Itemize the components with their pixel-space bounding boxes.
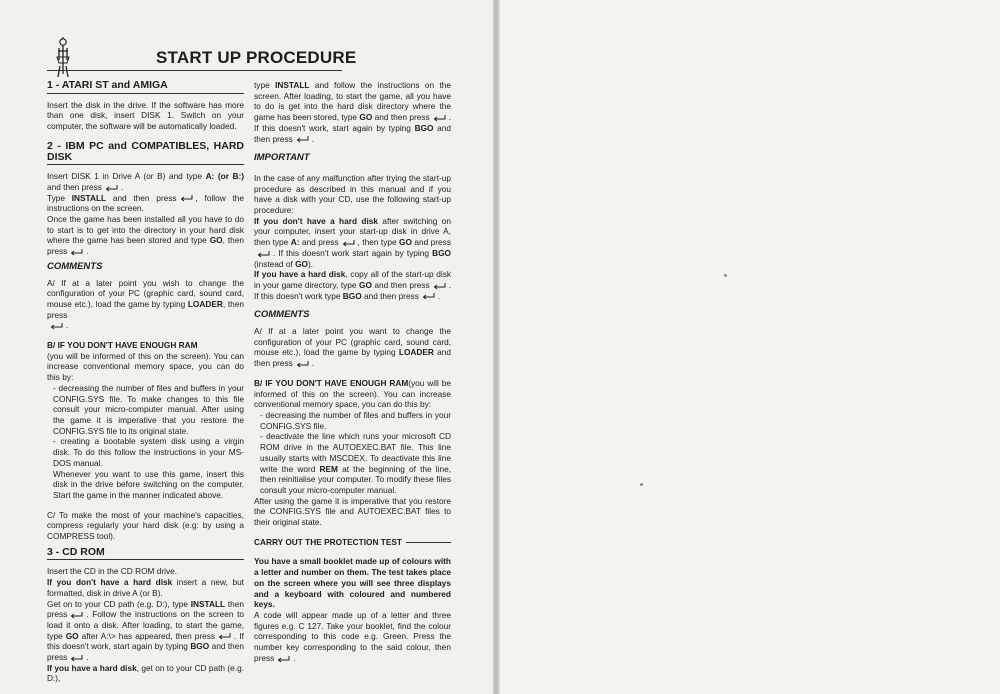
enter-key-icon	[104, 184, 119, 192]
enter-key-icon	[217, 632, 232, 640]
enter-key-icon	[341, 239, 356, 247]
column-2	[254, 80, 451, 663]
comment-a: A/ If at a later point you wish to change the configuration of your PC (graphic card, sound card, mouse etc.), load the game by typing LOADER, then press .	[47, 277, 245, 331]
heading-protection-test: CARRY OUT THE PROTECTION TEST	[254, 536, 402, 547]
enter-key-icon	[69, 611, 84, 619]
cd-hard-disk-continued: type INSTALL and follow the instructions on the screen. After loading, to start the game, all you have to do is get into the hard disk directory where the game has been stored, type GO and then press . If this doesn't work, start again by typing BGO and then press .	[254, 80, 452, 144]
comment-c: C/ To make the most of your machine's capacities, compress regularly your hard disk (e.g: by using a COMPRESS tool).	[47, 509, 244, 542]
comment-a-2: A/ If at a later point you want to change the configuration of your PC (graphic card, sound card, mouse etc.), load the game by typing LOADER and then press .	[254, 326, 452, 369]
heading-atari-amiga: 1 - ATARI ST and AMIGA	[47, 80, 244, 94]
enter-key-icon	[432, 282, 447, 290]
ram-restore-note: After using the game it is imperative that you restore the CONFIG.SYS file and AUTOEXEC.BAT files to their original state.	[254, 495, 451, 528]
heading-rule	[406, 542, 451, 543]
enter-key-icon	[421, 292, 436, 300]
paper-speck	[640, 483, 643, 486]
ibm-step-insert: Insert DISK 1 in Drive A (or B) and type A: (or B:) and then press .	[47, 171, 244, 192]
ram-paragraph-2: B/ IF YOU DON'T HAVE ENOUGH RAM(you will be informed of this on the screen). You can increase conventional memory space, you can do this by:	[254, 377, 451, 410]
cd-no-hard-disk: If you don't have a hard disk insert a new, but formatted, disk in drive A (or B).	[47, 577, 244, 598]
heading-comments-2: COMMENTS	[254, 309, 310, 321]
ram-intro: (you will be informed of this on the screen). You can increase conventional memory space, you can do this by:	[47, 350, 244, 383]
enter-key-icon	[295, 360, 310, 368]
ram-option-decrease: - decreasing the number of files and buffers in your CONFIG.SYS file. To make changes to this file consult your micro-computer manual. After using the game it is imperative that you restore the CONFIG.SYS file to its original state.	[53, 382, 244, 436]
enter-key-icon	[256, 250, 271, 258]
important-intro: In the case of any malfunction after trying the start-up procedure as described in this manual and if you have a disk with your CD, use the following start-up procedure:	[254, 172, 451, 216]
ram-option-deactivate-cd: - deactivate the line which runs your microsoft CD ROM drive in the AUTOEXEC.BAT file. This line usually starts with MSCDEX. To deactivate this line write the word REM at the beginning of the line, then reinitialise your computer. To modify these files consult your micro-computer manual.	[260, 431, 452, 495]
enter-key-icon	[179, 194, 194, 202]
enter-key-icon	[276, 655, 291, 663]
ibm-step-start: Once the game has been installed all you have to do to start is to get into the directory in your hard disk where the game has been stored and type GO, then press .	[47, 214, 245, 257]
title-underline	[47, 70, 342, 71]
enter-key-icon	[49, 322, 64, 330]
heading-protection-test-row	[254, 537, 451, 548]
cd-install-steps: Get on to your CD path (e.g. D:), type INSTALL then press . Follow the instructions on the screen to load it onto a disk. After loading, to start the game, type GO after A:\> has appeared, then press . If this doesn't work, start again by typing BGO and then press .	[47, 598, 244, 663]
important-no-hard-disk: If you don't have a hard disk after switching on your computer, insert your start-up disk in drive A, then type A: and press , then type GO and press . If this doesn't work start again by typing BGO (instead of GO).	[254, 215, 451, 269]
enter-key-icon	[69, 248, 84, 256]
enter-key-icon	[69, 654, 84, 662]
left-page	[0, 0, 493, 694]
heading-cd-rom: 3 - CD ROM	[47, 547, 244, 561]
heading-important: IMPORTANT	[254, 152, 310, 164]
atari-instructions: Insert the disk in the drive. If the software has more than one disk, insert DISK 1. Switch on your computer, the software will be automatically loaded.	[47, 99, 244, 132]
heading-comments: COMMENTS	[47, 260, 103, 272]
cd-insert: Insert the CD in the CD ROM drive.	[47, 566, 178, 577]
column-1	[47, 80, 244, 684]
enter-key-icon	[295, 135, 310, 143]
ram-option-boot-disk: - creating a bootable system disk using a virgin disk. To do this follow the instructions in your MS-DOS manual.	[53, 436, 244, 468]
important-hard-disk: If you have a hard disk, copy all of the start-up disk in your game directory, type GO and then press . If this doesn't work type BGO and then press .	[254, 269, 451, 301]
ram-option-decrease-2: - decreasing the number of files and buffers in your CONFIG.SYS file.	[260, 409, 451, 431]
knight-logo-icon	[52, 36, 74, 80]
ibm-step-install: Type INSTALL and then press , follow the instructions on the screen.	[47, 192, 244, 214]
heading-not-enough-ram: B/ IF YOU DON'T HAVE ENOUGH RAM	[47, 340, 198, 351]
page-title: START UP PROCEDURE	[156, 48, 357, 67]
ram-boot-disk-usage: Whenever you want to use this game, insert this disk in the drive before switching on the computer. Start the game in the manner indicated above.	[53, 468, 244, 500]
paper-speck	[724, 274, 727, 277]
protection-instructions: A code will appear made up of a letter and three figures e.g. C 127. Take your booklet, find the colour corresponding to this code e.g. Green. Press the number key corresponding to the said colour, then press .	[254, 609, 451, 663]
protection-booklet-description: You have a small booklet made up of colours with a letter and number on them. The test takes place on the screen where you will see three displays and a keyboard with coloured and numbered keys.	[254, 556, 451, 610]
heading-ibm-pc: 2 - IBM PC and COMPATIBLES, HARD DISK	[47, 141, 244, 165]
right-page-blank	[500, 0, 1000, 694]
book-gutter	[493, 0, 500, 694]
cd-hard-disk: If you have a hard disk, get on to your CD path (e.g. D:),	[47, 662, 245, 684]
enter-key-icon	[432, 114, 447, 122]
